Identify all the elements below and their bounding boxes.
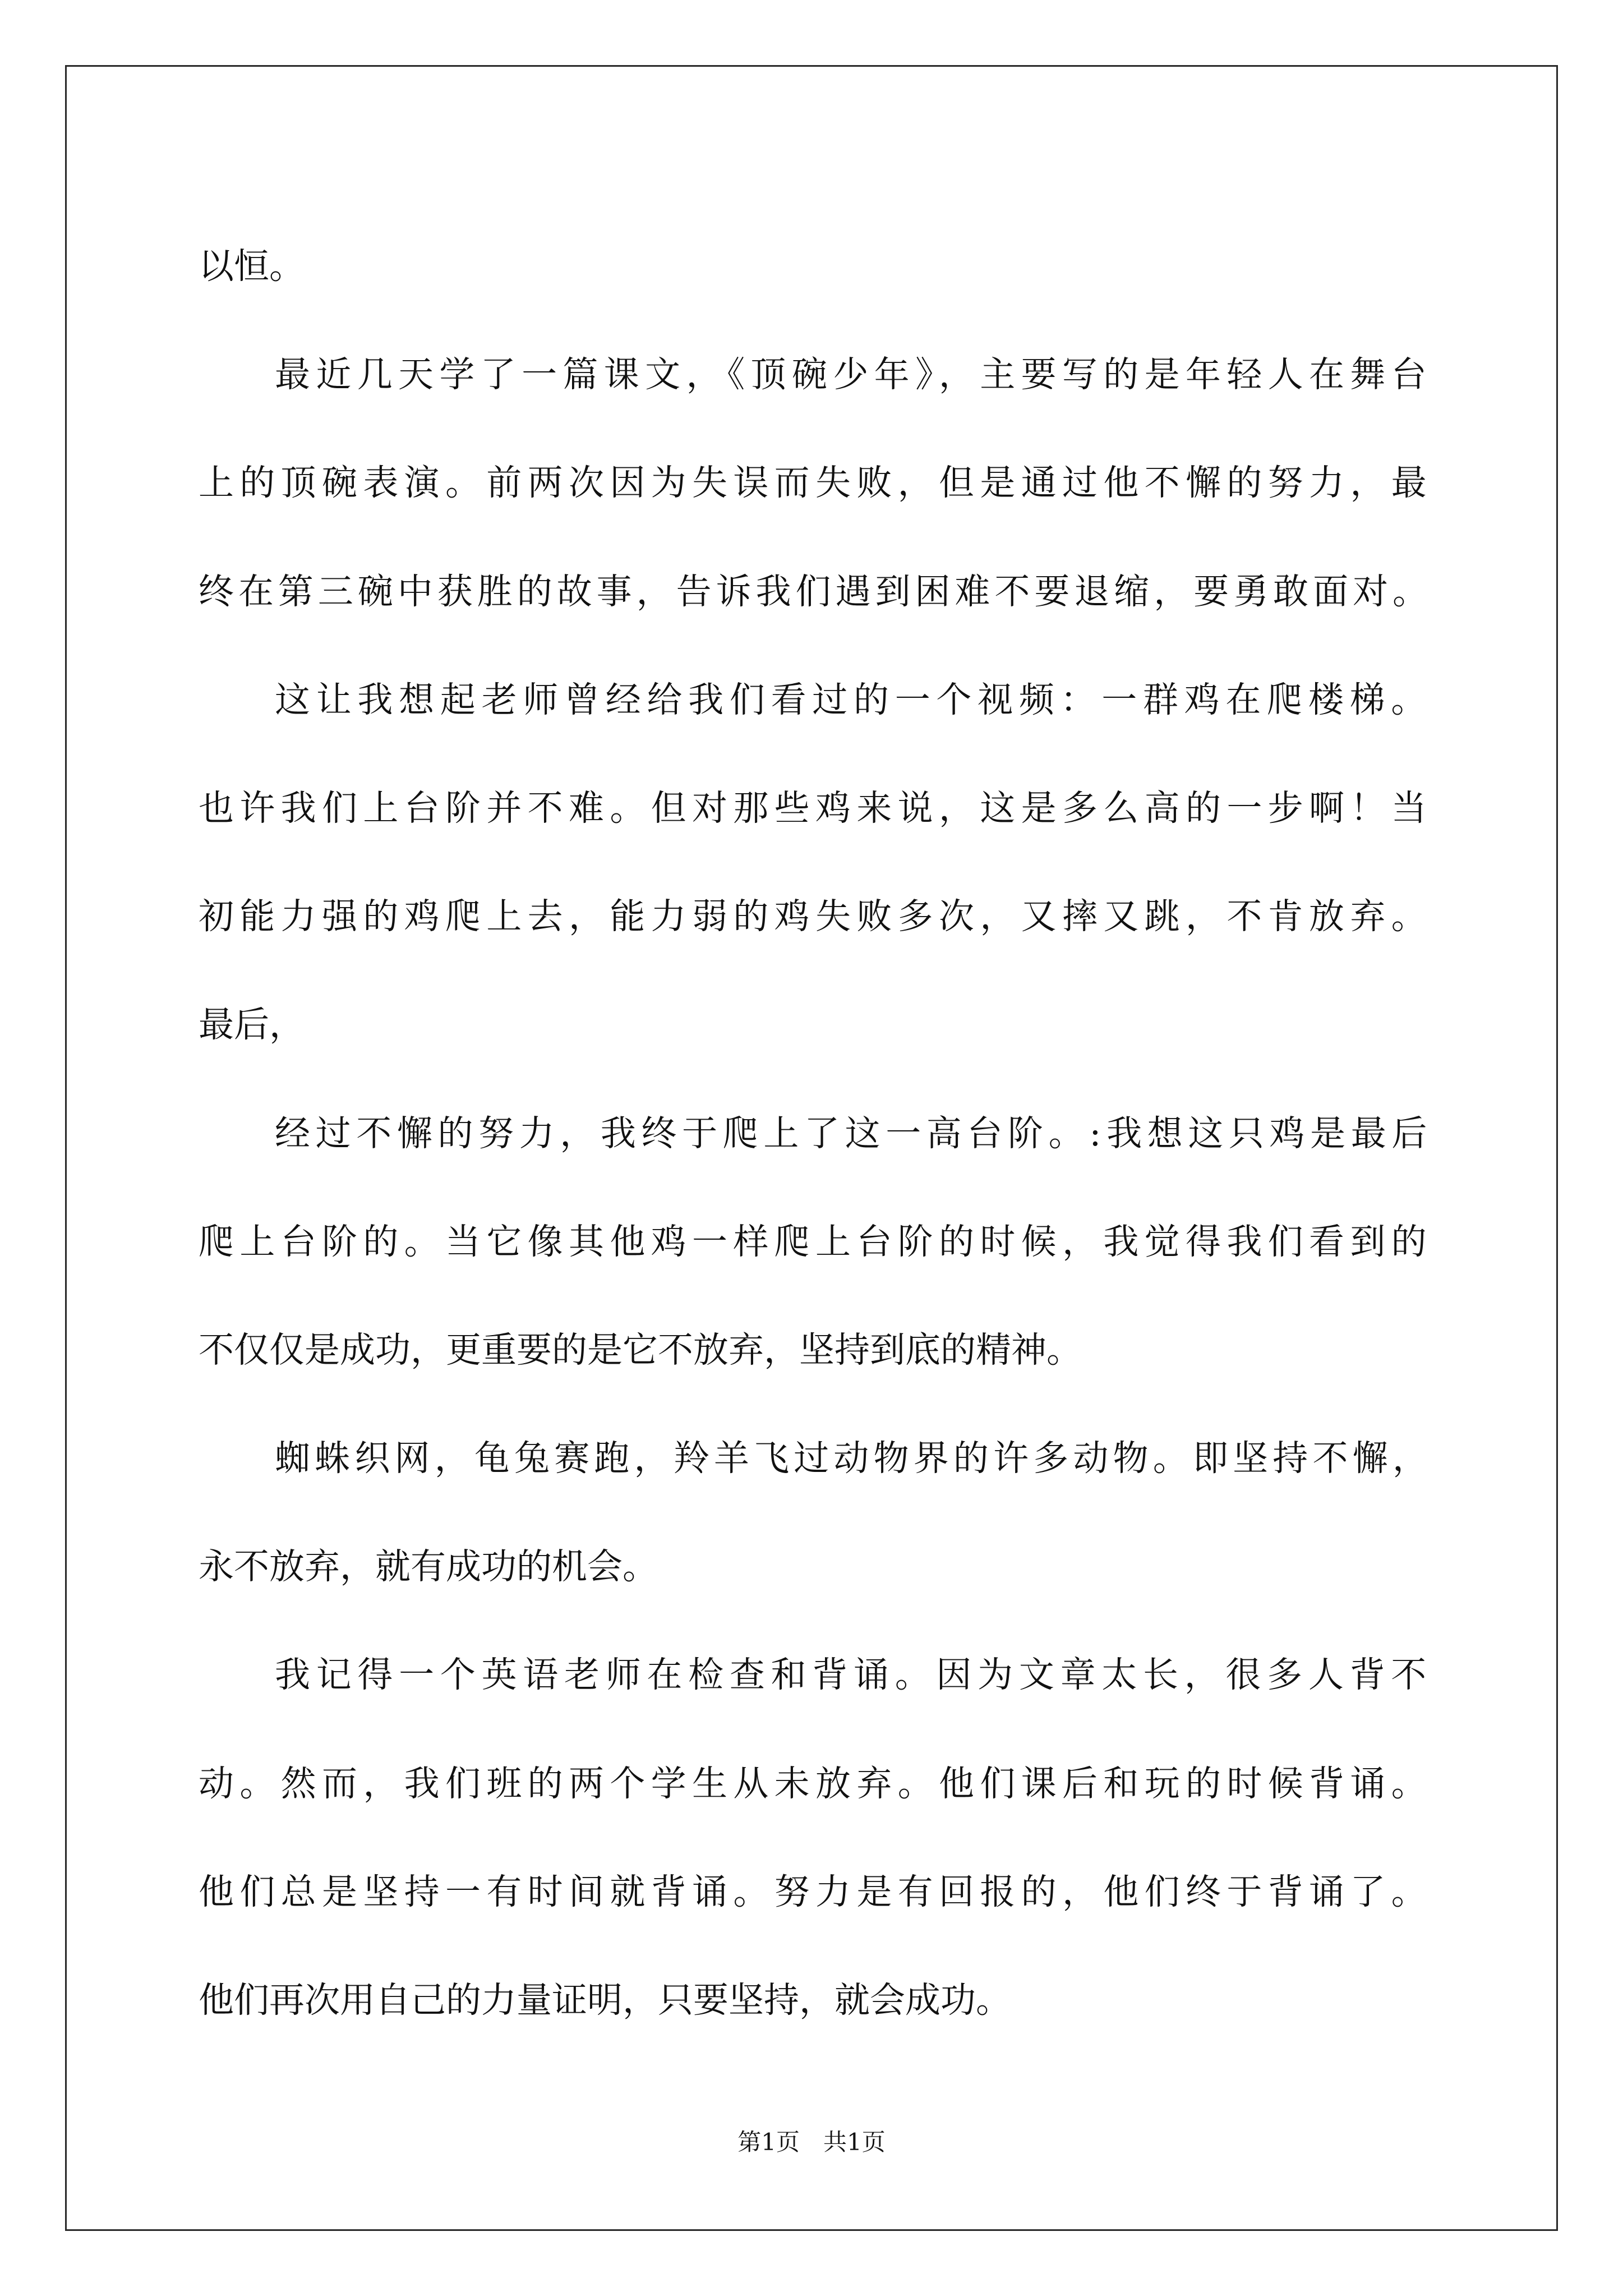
text-line: 以恒。 (199, 246, 305, 287)
text-line: 上的顶碗表演。前两次因为失误而失败，但是通过他不懈的努力，最 (199, 462, 1432, 504)
page-footer: 第1页 共1页 (737, 2128, 886, 2156)
text-line: 我记得一个英语老师在检查和背诵。因为文章太长，很多人背不 (275, 1654, 1432, 1696)
text-line: 他们再次用自己的力量证明，只要坚持，就会成功。 (199, 1980, 1011, 2021)
text-line: 这让我想起老师曾经给我们看过的一个视频：一群鸡在爬楼梯。 (275, 679, 1432, 720)
text-line: 他们总是坚持一有时间就背诵。努力是有回报的，他们终于背诵了。 (199, 1871, 1432, 1912)
text-line: 永不放弃，就有成功的机会。 (199, 1546, 658, 1588)
text-line: 爬上台阶的。当它像其他鸡一样爬上台阶的时候，我觉得我们看到的 (199, 1221, 1432, 1262)
text-line: 也许我们上台阶并不难。但对那些鸡来说，这是多么高的一步啊！当 (199, 787, 1432, 829)
document-body (199, 212, 1432, 2054)
text-line: 不仅仅是成功，更重要的是它不放弃，坚持到底的精神。 (199, 1329, 1082, 1370)
text-line: 动。然而，我们班的两个学生从未放弃。他们课后和玩的时候背诵。 (199, 1763, 1432, 1804)
text-line: 最近几天学了一篇课文，《顶碗少年》，主要写的是年轻人在舞台 (275, 354, 1432, 395)
text-line: 初能力强的鸡爬上去，能力弱的鸡失败多次，又摔又跳，不肯放弃。 (199, 896, 1432, 937)
text-line: 经过不懈的努力，我终于爬上了这一高台阶。:我想这只鸡是最后 (275, 1112, 1432, 1154)
text-line: 最后， (199, 1004, 305, 1046)
text-line: 蜘蛛织网，龟兔赛跑，羚羊飞过动物界的许多动物。即坚持不懈， (275, 1438, 1432, 1479)
text-line: 终在第三碗中获胜的故事，告诉我们遇到困难不要退缩，要勇敢面对。 (199, 570, 1432, 612)
